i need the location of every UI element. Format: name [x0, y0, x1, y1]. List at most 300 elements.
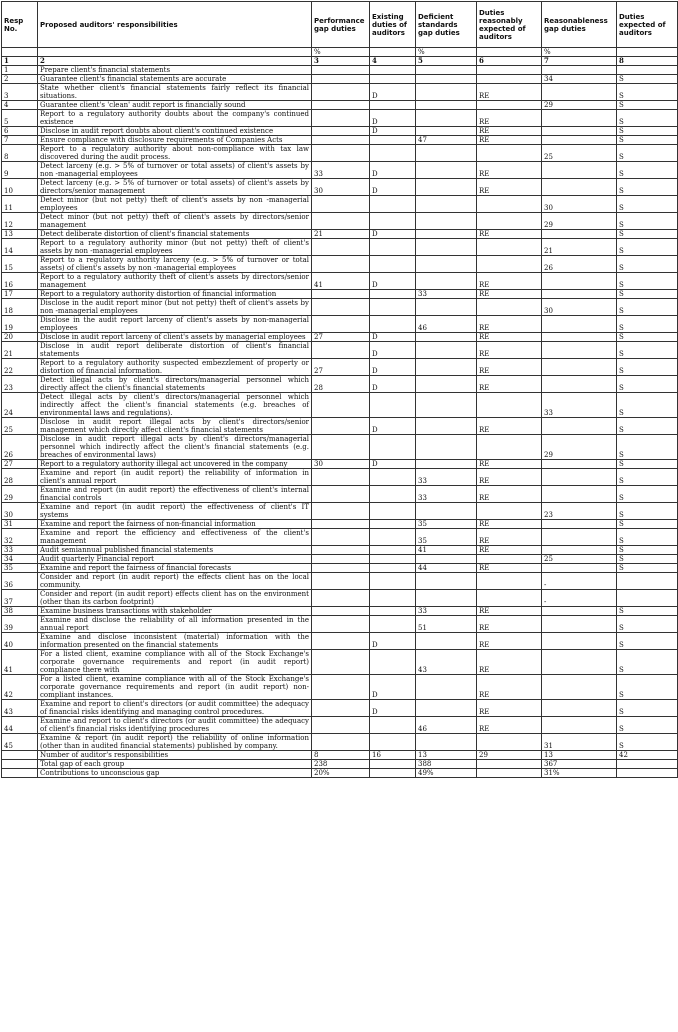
deficient-standard-cell [416, 342, 477, 359]
responsibility-text: Examine and report to client's directors (or audit committee) the adequacy of client's financial risks identifying procedures [38, 717, 312, 734]
table-row [2, 590, 678, 607]
reasonableness-gap-cell [542, 717, 617, 734]
existing-duty-cell [370, 650, 416, 675]
performance-gap-cell [312, 435, 370, 460]
resp-number: 34 [2, 555, 38, 564]
deficient-standard-cell: 41 [416, 546, 477, 555]
resp-number: 1 [2, 66, 38, 75]
reasonably-expected-cell: RE [477, 546, 542, 555]
duty-expected-cell: S [617, 359, 678, 376]
performance-gap-cell [312, 573, 370, 590]
resp-number: 10 [2, 179, 38, 196]
existing-duty-cell: D [370, 273, 416, 290]
deficient-standard-cell [416, 299, 477, 316]
reasonableness-gap-cell [542, 84, 617, 101]
summary-blank-cell [2, 751, 38, 760]
deficient-standard-cell [416, 460, 477, 469]
deficient-standard-cell [416, 503, 477, 520]
deficient-standard-cell [416, 393, 477, 418]
table-row [2, 650, 678, 675]
table-row [2, 239, 678, 256]
reasonably-expected-cell [477, 573, 542, 590]
resp-number: 33 [2, 546, 38, 555]
reasonably-expected-cell [477, 299, 542, 316]
reasonableness-gap-cell [542, 486, 617, 503]
responsibility-text: Examine & report (in audit report) the reliability of online information (other than in audited financial statements) published by company. [38, 734, 312, 751]
table-row [2, 607, 678, 616]
table-row [2, 418, 678, 435]
deficient-standard-cell [416, 734, 477, 751]
responsibility-text: Prepare client's financial statements [38, 66, 312, 75]
responsibility-text: Disclose in audit report deliberate distortion of client's financial statements [38, 342, 312, 359]
performance-gap-cell [312, 136, 370, 145]
resp-number: 16 [2, 273, 38, 290]
reasonableness-gap-cell [542, 179, 617, 196]
table-row [2, 546, 678, 555]
deficient-standard-cell: 33 [416, 607, 477, 616]
performance-gap-cell [312, 299, 370, 316]
responsibility-text: Report to a regulatory authority larceny (e.g. > 5% of turnover or total assets) of client's assets by non -managerial employees [38, 256, 312, 273]
reasonableness-gap-cell [542, 66, 617, 75]
deficient-standard-cell [416, 418, 477, 435]
reasonableness-gap-cell: 21 [542, 239, 617, 256]
responsibilities-table [1, 1, 678, 778]
performance-gap-cell: 30 [312, 179, 370, 196]
table-body [2, 66, 678, 751]
deficient-standard-cell: 33 [416, 486, 477, 503]
deficient-standard-cell: 46 [416, 717, 477, 734]
summary-row [2, 769, 678, 778]
reasonableness-gap-cell [542, 376, 617, 393]
reasonably-expected-cell: RE [477, 359, 542, 376]
table-row [2, 633, 678, 650]
reasonableness-gap-cell: 30 [542, 299, 617, 316]
reasonableness-gap-cell [542, 110, 617, 127]
deficient-standard-cell [416, 633, 477, 650]
existing-duty-cell [370, 590, 416, 607]
table-row [2, 127, 678, 136]
responsibility-text: Report to a regulatory authority doubts about the company's continued existence [38, 110, 312, 127]
responsibility-text: Disclose in the audit report larceny of client's assets by non-managerial employees [38, 316, 312, 333]
responsibility-text: Report to a regulatory authority theft of client's assets by directors/senior management [38, 273, 312, 290]
reasonably-expected-cell [477, 393, 542, 418]
resp-number: 11 [2, 196, 38, 213]
performance-gap-cell [312, 127, 370, 136]
performance-gap-cell [312, 546, 370, 555]
resp-number: 37 [2, 590, 38, 607]
summary-value: 238 [312, 760, 370, 769]
resp-number: 22 [2, 359, 38, 376]
deficient-standard-cell [416, 590, 477, 607]
performance-gap-cell [312, 633, 370, 650]
table-row [2, 675, 678, 700]
responsibility-text: Detect illegal acts by client's directors/managerial personnel which indirectly affect the client's financial statements (e.g. breaches of environmental laws and regulations). [38, 393, 312, 418]
existing-duty-cell [370, 734, 416, 751]
reasonableness-gap-cell [542, 273, 617, 290]
existing-duty-cell [370, 435, 416, 460]
reasonably-expected-cell: RE [477, 84, 542, 101]
duty-expected-cell: S [617, 75, 678, 84]
reasonably-expected-cell [477, 75, 542, 84]
resp-number: 18 [2, 299, 38, 316]
responsibility-text: Report to a regulatory authority illegal act uncovered in the company [38, 460, 312, 469]
table-row [2, 529, 678, 546]
duty-expected-cell [617, 573, 678, 590]
reasonably-expected-cell: RE [477, 179, 542, 196]
reasonableness-gap-cell [542, 607, 617, 616]
existing-duty-cell [370, 66, 416, 75]
reasonableness-gap-cell: - [542, 590, 617, 607]
duty-expected-cell: S [617, 418, 678, 435]
reasonableness-gap-cell [542, 162, 617, 179]
table-row [2, 435, 678, 460]
summary-value: 42 [617, 751, 678, 760]
existing-duty-cell [370, 555, 416, 564]
reasonableness-gap-cell [542, 616, 617, 633]
duty-expected-cell: S [617, 333, 678, 342]
performance-gap-cell [312, 213, 370, 230]
responsibility-text: Consider and report (in audit report) the effects client has on the local community. [38, 573, 312, 590]
reasonably-expected-cell: RE [477, 469, 542, 486]
deficient-standard-cell [416, 333, 477, 342]
reasonableness-gap-cell [542, 633, 617, 650]
reasonably-expected-cell: RE [477, 717, 542, 734]
header-resp-no: Resp No. [2, 2, 38, 48]
existing-duty-cell: D [370, 460, 416, 469]
responsibility-text: Detect deliberate distortion of client's financial statements [38, 230, 312, 239]
duty-expected-cell: S [617, 717, 678, 734]
table-row [2, 717, 678, 734]
table-row [2, 196, 678, 213]
duty-expected-cell [617, 66, 678, 75]
responsibility-text: For a listed client, examine compliance with all of the Stock Exchange's corporate governance requirements and report (in audit report) non-compliant instances. [38, 675, 312, 700]
deficient-standard-cell [416, 376, 477, 393]
responsibility-text: Ensure compliance with disclosure requirements of Companies Acts [38, 136, 312, 145]
table-row [2, 555, 678, 564]
existing-duty-cell: D [370, 633, 416, 650]
performance-gap-cell [312, 529, 370, 546]
reasonably-expected-cell [477, 555, 542, 564]
existing-duty-cell [370, 573, 416, 590]
reasonably-expected-cell: RE [477, 418, 542, 435]
existing-duty-cell: D [370, 418, 416, 435]
table-row [2, 145, 678, 162]
deficient-standard-cell: 43 [416, 650, 477, 675]
resp-number: 7 [2, 136, 38, 145]
responsibility-text: Examine business transactions with stakeholder [38, 607, 312, 616]
performance-gap-cell [312, 520, 370, 529]
table-row [2, 316, 678, 333]
resp-number: 36 [2, 573, 38, 590]
resp-number: 27 [2, 460, 38, 469]
summary-value: 29 [477, 751, 542, 760]
deficient-standard-cell [416, 359, 477, 376]
summary-value: 16 [370, 751, 416, 760]
index-cell: 2 [38, 57, 312, 66]
reasonableness-gap-cell [542, 529, 617, 546]
table-row [2, 376, 678, 393]
performance-gap-cell [312, 101, 370, 110]
deficient-standard-cell: 33 [416, 290, 477, 299]
table-row [2, 333, 678, 342]
duty-expected-cell: S [617, 110, 678, 127]
reasonableness-gap-cell [542, 460, 617, 469]
duty-expected-cell: S [617, 460, 678, 469]
column-index-row [2, 57, 678, 66]
existing-duty-cell [370, 529, 416, 546]
table-row [2, 136, 678, 145]
deficient-standard-cell [416, 700, 477, 717]
table-container [1, 1, 677, 778]
reasonably-expected-cell: RE [477, 342, 542, 359]
deficient-standard-cell: 47 [416, 136, 477, 145]
reasonableness-gap-cell: 29 [542, 435, 617, 460]
table-row [2, 273, 678, 290]
deficient-standard-cell [416, 256, 477, 273]
responsibility-text: Detect minor (but not petty) theft of client's assets by directors/senior management [38, 213, 312, 230]
summary-value: 367 [542, 760, 617, 769]
performance-gap-cell [312, 675, 370, 700]
reasonableness-gap-cell [542, 359, 617, 376]
resp-number: 3 [2, 84, 38, 101]
reasonably-expected-cell: RE [477, 633, 542, 650]
duty-expected-cell: S [617, 299, 678, 316]
percent-cell [38, 48, 312, 57]
responsibility-text: Detect minor (but not petty) theft of client's assets by non -managerial employees [38, 196, 312, 213]
performance-gap-cell [312, 469, 370, 486]
table-row [2, 110, 678, 127]
existing-duty-cell: D [370, 230, 416, 239]
duty-expected-cell: S [617, 435, 678, 460]
header-deficient-standards: Deficient standards gap duties [416, 2, 477, 48]
duty-expected-cell: S [617, 675, 678, 700]
reasonableness-gap-cell: 33 [542, 393, 617, 418]
reasonably-expected-cell: RE [477, 273, 542, 290]
performance-gap-cell [312, 256, 370, 273]
deficient-standard-cell [416, 162, 477, 179]
reasonableness-gap-cell [542, 700, 617, 717]
performance-gap-cell [312, 418, 370, 435]
existing-duty-cell [370, 213, 416, 230]
deficient-standard-cell [416, 179, 477, 196]
resp-number: 21 [2, 342, 38, 359]
performance-gap-cell [312, 564, 370, 573]
existing-duty-cell [370, 717, 416, 734]
duty-expected-cell: S [617, 342, 678, 359]
summary-label: Total gap of each group [38, 760, 312, 769]
table-row [2, 573, 678, 590]
reasonableness-gap-cell [542, 520, 617, 529]
reasonableness-gap-cell [542, 136, 617, 145]
responsibility-text: Examine and report (in audit report) the reliability of information in client's annual report [38, 469, 312, 486]
reasonably-expected-cell [477, 213, 542, 230]
performance-gap-cell [312, 607, 370, 616]
reasonably-expected-cell: RE [477, 376, 542, 393]
reasonably-expected-cell: RE [477, 127, 542, 136]
percent-cell: % [542, 48, 617, 57]
existing-duty-cell [370, 299, 416, 316]
responsibility-text: Guarantee client's financial statements are accurate [38, 75, 312, 84]
reasonably-expected-cell [477, 145, 542, 162]
reasonably-expected-cell: RE [477, 486, 542, 503]
reasonably-expected-cell [477, 590, 542, 607]
table-row [2, 700, 678, 717]
existing-duty-cell: D [370, 675, 416, 700]
table-header [2, 2, 678, 66]
responsibility-text: Consider and report (in audit report) effects client has on the environment (other than its carbon footprint) [38, 590, 312, 607]
percent-cell [477, 48, 542, 57]
table-row [2, 66, 678, 75]
deficient-standard-cell: 33 [416, 469, 477, 486]
existing-duty-cell [370, 239, 416, 256]
header-performance-gap: Performance gap duties [312, 2, 370, 48]
responsibility-text: Report to a regulatory authority suspected embezzlement of property or distortion of financial information. [38, 359, 312, 376]
resp-number: 43 [2, 700, 38, 717]
responsibility-text: Disclose in audit report illegal acts by client's directors/senior management which directly affect client's financial statements [38, 418, 312, 435]
percent-cell [617, 48, 678, 57]
duty-expected-cell: S [617, 469, 678, 486]
summary-value [617, 760, 678, 769]
summary-value: 49% [416, 769, 477, 778]
reasonableness-gap-cell: 25 [542, 555, 617, 564]
performance-gap-cell [312, 110, 370, 127]
responsibility-text: Examine and report the fairness of non-financial information [38, 520, 312, 529]
performance-gap-cell [312, 316, 370, 333]
responsibility-text: Audit quarterly Financial report [38, 555, 312, 564]
deficient-standard-cell [416, 75, 477, 84]
deficient-standard-cell [416, 196, 477, 213]
resp-number: 40 [2, 633, 38, 650]
existing-duty-cell [370, 546, 416, 555]
resp-number: 39 [2, 616, 38, 633]
header-reasonableness-gap: Reasonableness gap duties [542, 2, 617, 48]
existing-duty-cell [370, 316, 416, 333]
percent-row [2, 48, 678, 57]
duty-expected-cell: S [617, 213, 678, 230]
duty-expected-cell: S [617, 529, 678, 546]
reasonableness-gap-cell [542, 546, 617, 555]
deficient-standard-cell [416, 110, 477, 127]
reasonably-expected-cell [477, 503, 542, 520]
index-cell: 8 [617, 57, 678, 66]
summary-row [2, 760, 678, 769]
table-row [2, 299, 678, 316]
existing-duty-cell [370, 145, 416, 162]
existing-duty-cell [370, 196, 416, 213]
duty-expected-cell: S [617, 520, 678, 529]
performance-gap-cell [312, 486, 370, 503]
resp-number: 25 [2, 418, 38, 435]
existing-duty-cell [370, 503, 416, 520]
reasonably-expected-cell: RE [477, 675, 542, 700]
reasonably-expected-cell: RE [477, 650, 542, 675]
table-row [2, 162, 678, 179]
duty-expected-cell: S [617, 616, 678, 633]
deficient-standard-cell: 44 [416, 564, 477, 573]
existing-duty-cell: D [370, 700, 416, 717]
resp-number: 5 [2, 110, 38, 127]
table-row [2, 564, 678, 573]
duty-expected-cell: S [617, 230, 678, 239]
deficient-standard-cell: 35 [416, 529, 477, 546]
duty-expected-cell: S [617, 84, 678, 101]
table-row [2, 290, 678, 299]
duty-expected-cell: S [617, 607, 678, 616]
reasonably-expected-cell [477, 256, 542, 273]
responsibility-text: Disclose in audit report larceny of client's assets by managerial employees [38, 333, 312, 342]
performance-gap-cell [312, 717, 370, 734]
reasonably-expected-cell: RE [477, 162, 542, 179]
table-summary [2, 751, 678, 778]
reasonably-expected-cell: RE [477, 529, 542, 546]
existing-duty-cell: D [370, 84, 416, 101]
header-responsibility: Proposed auditors' responsibilities [38, 2, 312, 48]
resp-number: 15 [2, 256, 38, 273]
existing-duty-cell: D [370, 376, 416, 393]
deficient-standard-cell [416, 84, 477, 101]
reasonably-expected-cell [477, 239, 542, 256]
resp-number: 42 [2, 675, 38, 700]
resp-number: 23 [2, 376, 38, 393]
deficient-standard-cell [416, 273, 477, 290]
resp-number: 12 [2, 213, 38, 230]
reasonableness-gap-cell [542, 230, 617, 239]
reasonableness-gap-cell [542, 333, 617, 342]
resp-number: 35 [2, 564, 38, 573]
existing-duty-cell [370, 520, 416, 529]
resp-number: 14 [2, 239, 38, 256]
reasonably-expected-cell: RE [477, 460, 542, 469]
responsibility-text: Disclose in the audit report minor (but not petty) theft of client's assets by non -managerial employees [38, 299, 312, 316]
existing-duty-cell: D [370, 110, 416, 127]
reasonableness-gap-cell: 25 [542, 145, 617, 162]
percent-cell: % [312, 48, 370, 57]
index-cell: 6 [477, 57, 542, 66]
responsibility-text: Detect larceny (e.g. > 5% of turnover or total assets) of client's assets by directors/senior management [38, 179, 312, 196]
performance-gap-cell [312, 66, 370, 75]
reasonably-expected-cell [477, 435, 542, 460]
deficient-standard-cell: 35 [416, 520, 477, 529]
summary-value [370, 760, 416, 769]
responsibility-text: Examine and report to client's directors (or audit committee) the adequacy of financial risks identifying and managing control procedures. [38, 700, 312, 717]
reasonableness-gap-cell [542, 316, 617, 333]
reasonably-expected-cell: RE [477, 230, 542, 239]
duty-expected-cell: S [617, 376, 678, 393]
duty-expected-cell: S [617, 239, 678, 256]
duty-expected-cell: S [617, 136, 678, 145]
resp-number: 9 [2, 162, 38, 179]
responsibility-text: Examine and disclose inconsistent (material) information with the information presented on the financial statements [38, 633, 312, 650]
summary-value: 13 [416, 751, 477, 760]
table-row [2, 84, 678, 101]
resp-number: 17 [2, 290, 38, 299]
deficient-standard-cell [416, 239, 477, 256]
responsibility-text: Examine and report the fairness of financial forecasts [38, 564, 312, 573]
performance-gap-cell [312, 84, 370, 101]
performance-gap-cell: 27 [312, 333, 370, 342]
deficient-standard-cell [416, 555, 477, 564]
existing-duty-cell [370, 564, 416, 573]
resp-number: 24 [2, 393, 38, 418]
index-cell: 1 [2, 57, 38, 66]
responsibility-text: State whether client's financial statements fairly reflect its financial situations. [38, 84, 312, 101]
deficient-standard-cell [416, 101, 477, 110]
existing-duty-cell [370, 607, 416, 616]
summary-value [477, 769, 542, 778]
existing-duty-cell [370, 616, 416, 633]
table-row [2, 486, 678, 503]
reasonably-expected-cell [477, 66, 542, 75]
